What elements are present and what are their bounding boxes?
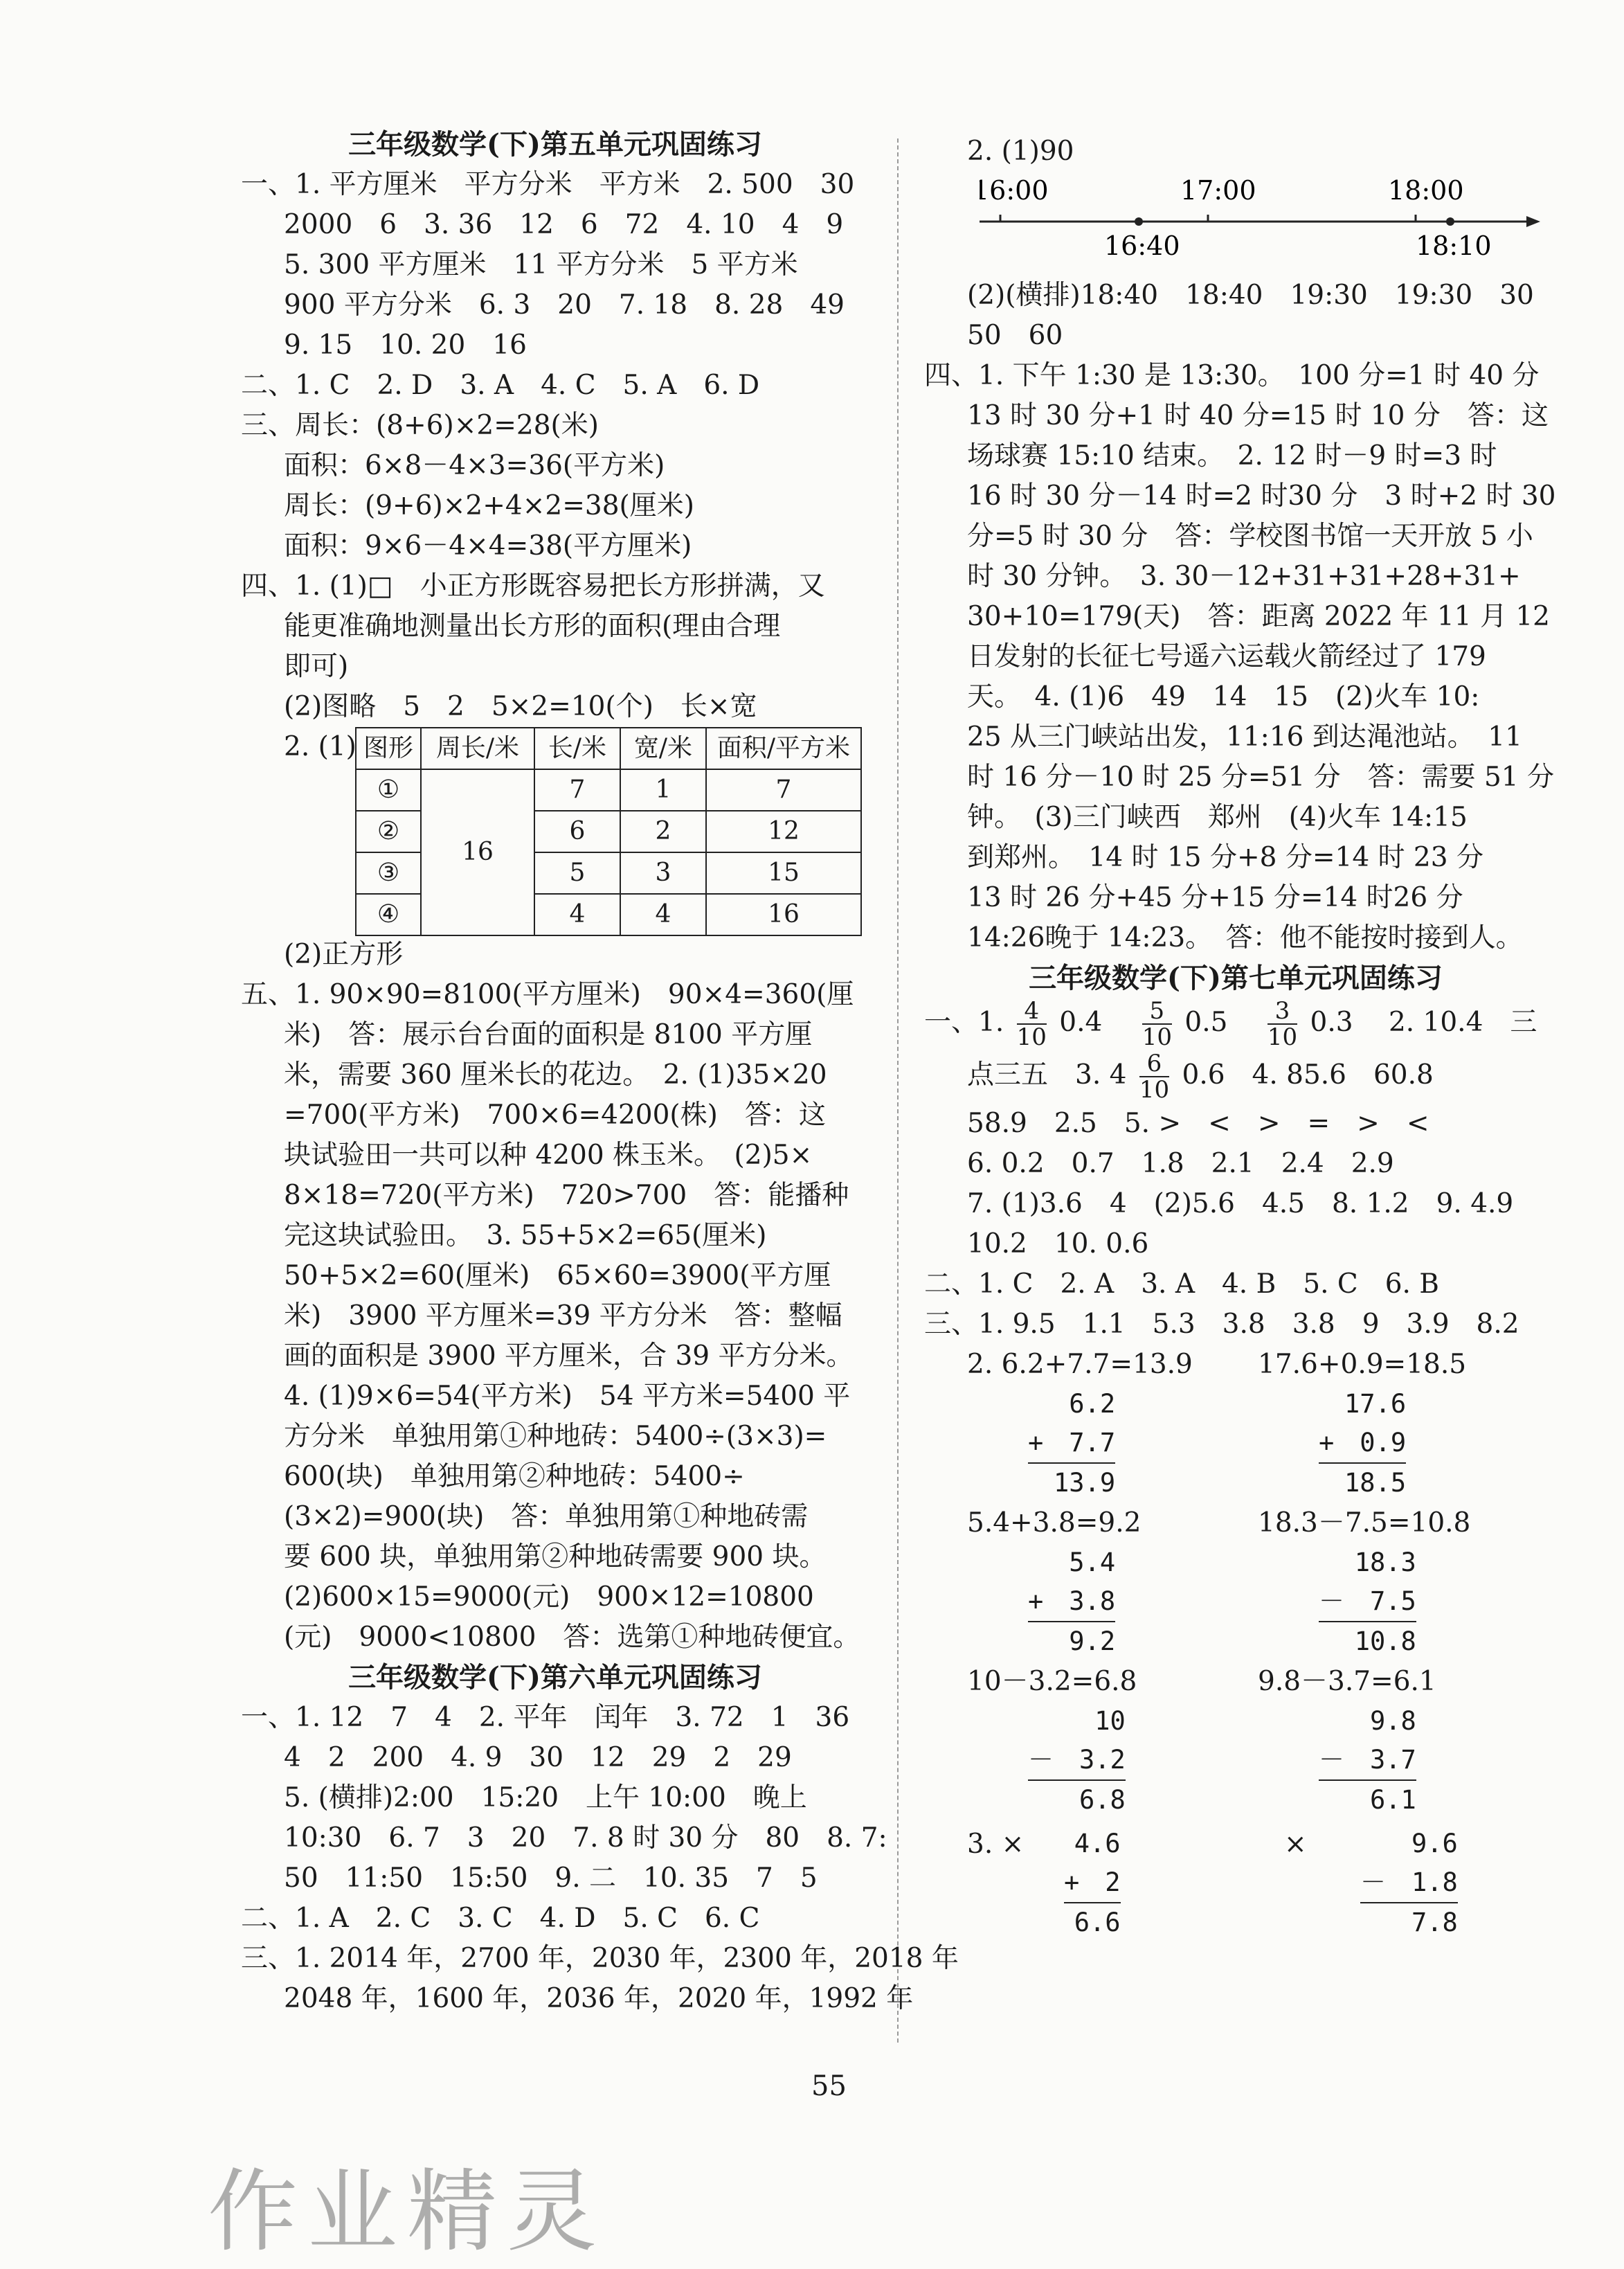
calc-operand: 3.2 (1079, 1745, 1126, 1775)
answer-line: 50 11:50 15:50 9. 二 10. 35 7 5 (284, 1863, 818, 1894)
answer-line: 二、1. C 2. D 3. A 4. C 5. A 6. D (241, 370, 760, 401)
table-cell-perimeter: 16 (421, 769, 534, 935)
table-cell: 1 (620, 769, 706, 811)
column-divider (897, 138, 899, 2043)
calc-operator: + (1064, 1867, 1080, 1897)
answer-line: 钟。 (3)三门峡西 郑州 (4)火车 14:15 (967, 802, 1468, 833)
denominator: 10 (1267, 1023, 1298, 1051)
answer-line: 二、1. C 2. A 3. A 4. B 5. C 6. B (924, 1268, 1439, 1300)
point-marker (1135, 217, 1143, 226)
answer-line: 面积：6×8－4×3=36(平方米) (284, 450, 665, 481)
calc-operand: 1.8 (1411, 1867, 1458, 1897)
denominator: 10 (1142, 1023, 1172, 1051)
numerator: 5 (1142, 998, 1172, 1025)
answer-line: 三、1. 2014 年，2700 年，2030 年，2300 年，2018 年 (241, 1943, 959, 1974)
calc-operand: 10 (1094, 1706, 1126, 1736)
answer-line: 13 时 26 分+45 分+15 分=14 时26 分 (967, 882, 1463, 913)
right-column (924, 132, 1556, 1942)
answer-line: 面积：9×6－4×4=38(平方厘米) (284, 530, 692, 562)
calc-result: 6.1 (1319, 1779, 1416, 1820)
calc-operator: － (1028, 1745, 1054, 1775)
table-cell: 2 (620, 811, 706, 852)
q3-item (1215, 1824, 1506, 1942)
calc-operand: 7.7 (1069, 1428, 1116, 1458)
table-cell: ④ (356, 894, 421, 935)
timeline-arrow-icon (1526, 216, 1540, 227)
answer-line: 米) 答：展示台台面的面积是 8100 平方厘 (284, 1019, 813, 1050)
answer-line: 时 30 分钟。 3. 30－12+31+31+28+31+ (967, 561, 1521, 592)
calc-operand-op (1028, 1582, 1115, 1621)
table-header: 周长/米 (421, 728, 534, 769)
answer-line: 天。 4. (1)6 49 14 15 (2)火车 10: (967, 681, 1480, 712)
calc-cell (924, 1543, 1215, 1662)
answer-line: 5. 300 平方厘米 11 平方分米 5 平方米 (284, 249, 798, 280)
answer-line: 到郑州。 14 时 15 分+8 分=14 时 23 分 (967, 842, 1483, 873)
unit6-title: 三年级数学(下)第六单元巩固练习 (348, 1661, 762, 1694)
answer-line: 画的面积是 3900 平方厘米，合 39 平方分米。 (284, 1340, 854, 1372)
calc-operand: 3.7 (1370, 1745, 1416, 1775)
unit5-answers (241, 165, 869, 727)
calc-result: 6.6 (1064, 1902, 1121, 1942)
calc-result: 10.8 (1319, 1621, 1416, 1661)
q1-suffix: 2. 10.4 三 (1388, 1007, 1537, 1038)
fraction (1017, 998, 1047, 1050)
calc-equation: 9.8－3.7=6.1 (1258, 1666, 1436, 1697)
calc-equation-row (924, 1345, 1547, 1385)
table-cell: ① (356, 769, 421, 811)
calc-operand-op (1064, 1863, 1121, 1902)
vertical-calc (1028, 1543, 1115, 1661)
answer-line: 二、1. A 2. C 3. C 4. D 5. C 6. C (241, 1903, 760, 1934)
calc-result: 9.2 (1028, 1621, 1115, 1661)
answer-line: 10.2 10. 0.6 (967, 1228, 1149, 1259)
calc-operand-op (1319, 1582, 1416, 1621)
answer-line: 14:26晚于 14:23。 答：他不能按时接到人。 (967, 922, 1523, 953)
unit7-line2 (924, 1051, 1547, 1104)
answer-line: 分=5 时 30 分 答：学校图书馆一天开放 5 小 (967, 521, 1533, 552)
vertical-calc (1319, 1543, 1416, 1661)
calc-operand: 3.8 (1069, 1586, 1116, 1616)
answer-line: 25 从三门峡站出发，11:16 到达渑池站。 11 (967, 721, 1522, 753)
answer-line: 四、1. (1)□ 小正方形既容易把长方形拼满，又 (241, 571, 825, 602)
vertical-calc (1319, 1702, 1416, 1820)
answer-line: 5. (横排)2:00 15:20 上午 10:00 晚上 (284, 1782, 807, 1813)
calc-operand: 18.3 (1354, 1548, 1416, 1577)
calc-block-row (924, 1543, 1547, 1662)
calc-operand: 5.4 (1069, 1548, 1116, 1577)
q3-label: 3. × (967, 1829, 1025, 1860)
calc-operand: 2 (1105, 1867, 1121, 1897)
calc-operand: 6.2 (1069, 1389, 1116, 1419)
unit7-answers (924, 1104, 1547, 1345)
calc-result: 7.8 (1360, 1902, 1458, 1942)
answer-line: (2)600×15=9000(元) 900×12=10800 (284, 1581, 814, 1613)
unit5-title: 三年级数学(下)第五单元巩固练习 (348, 128, 762, 161)
tick-label: 18:00 (1388, 175, 1464, 206)
calc-operand-op (1319, 1741, 1416, 1779)
calc-cell (1215, 1702, 1506, 1820)
page-number: 55 (811, 2070, 847, 2102)
calc-result: 6.8 (1028, 1779, 1126, 1820)
answer-line: 要 600 块，单独用第②种地砖需要 900 块。 (284, 1541, 827, 1572)
answer-line: 三、周长：(8+6)×2=28(米) (241, 410, 599, 441)
table-cell: 7 (706, 769, 861, 811)
watermark-logo: 作业精灵 (208, 2159, 607, 2264)
calc-result: 13.9 (1028, 1462, 1115, 1503)
numerator: 4 (1017, 998, 1047, 1025)
table-cell: 3 (620, 852, 706, 894)
vertical-calculations (924, 1345, 1547, 1820)
unit7-q1-line (924, 998, 1547, 1051)
denominator: 10 (1016, 1023, 1047, 1051)
calc-operator: － (1360, 1867, 1386, 1897)
answer-line: 2000 6 3. 36 12 6 72 4. 10 4 9 (284, 209, 844, 240)
answer-line: 4. (1)9×6=54(平方米) 54 平方米=5400 平 (284, 1381, 851, 1412)
table-label: 2. (1) (284, 731, 357, 762)
table-cell: 15 (706, 852, 861, 894)
calc-operand: 17.6 (1344, 1389, 1407, 1419)
timeline (980, 172, 1547, 276)
calc-equation: 2. 6.2+7.7=13.9 (967, 1349, 1193, 1380)
calc-cell (1215, 1385, 1506, 1503)
vertical-calc (1028, 1702, 1126, 1820)
calc-operator: － (1319, 1745, 1344, 1775)
table-cell: ② (356, 811, 421, 852)
answer-line: 6. 0.2 0.7 1.8 2.1 2.4 2.9 (967, 1148, 1394, 1179)
shape-table-block (241, 727, 869, 935)
table-cell: 6 (534, 811, 620, 852)
calc-equation-row (924, 1503, 1547, 1543)
calc-block-row (924, 1385, 1547, 1503)
calc-operator: － (1319, 1586, 1344, 1616)
calc-equation: 10－3.2=6.8 (967, 1666, 1137, 1697)
calc-operand: 7.5 (1370, 1586, 1416, 1616)
answer-line: 三、1. 9.5 1.1 5.3 3.8 3.8 9 3.9 8.2 (924, 1309, 1519, 1340)
calc-operator: + (1028, 1428, 1044, 1458)
answer-line: 四、1. 下午 1:30 是 13:30。 100 分=1 时 40 分 (924, 360, 1540, 391)
unit7-title: 三年级数学(下)第七单元巩固练习 (1029, 962, 1443, 994)
calc-block-row (924, 1702, 1547, 1820)
calc-operator: + (1319, 1428, 1335, 1458)
answer-line: 米) 3900 平方厘米=39 平方分米 答：整幅 (284, 1300, 842, 1331)
fraction (1142, 998, 1172, 1050)
answer-line: 4 2 200 4. 9 30 12 29 2 29 (284, 1742, 792, 1773)
timeline-svg (980, 172, 1547, 276)
table-header: 图形 (356, 728, 421, 769)
unit5-answers-continued (241, 935, 869, 1658)
table-cell: 16 (706, 894, 861, 935)
answer-line: 2. (1)90 (967, 136, 1074, 167)
answer-line: 30+10=179(天) 答：距离 2022 年 11 月 12 (967, 601, 1550, 632)
answer-line: 50 60 (967, 320, 1063, 351)
answer-line: 一、1. 12 7 4 2. 平年 闰年 3. 72 1 36 (241, 1702, 850, 1733)
answer-line: 能更准确地测量出长方形的面积(理由合理 (284, 611, 781, 642)
answer-line: (3×2)=900(块) 答：单独用第①种地砖需 (284, 1501, 809, 1532)
table-cell: ③ (356, 852, 421, 894)
answer-line: 五、1. 90×90=8100(平方厘米) 90×4=360(厘 (241, 979, 854, 1010)
answer-line: 一、1. 平方厘米 平方分米 平方米 2. 500 30 (241, 169, 855, 200)
calc-operator: + (1028, 1586, 1044, 1616)
numerator: 3 (1267, 998, 1297, 1025)
decimal: 0.5 (1184, 1007, 1228, 1038)
fraction (1267, 998, 1297, 1050)
answer-line: 米，需要 360 厘米长的花边。 2. (1)35×20 (284, 1059, 827, 1091)
left-column (241, 125, 959, 2019)
calc-operand: 4.6 (1074, 1829, 1121, 1858)
calc-operand: 9.8 (1370, 1706, 1416, 1736)
table-cell: 12 (706, 811, 861, 852)
calc-operand: 9.6 (1411, 1829, 1458, 1858)
answer-line: 7. (1)3.6 4 (2)5.6 4.5 8. 1.2 9. 4.9 (967, 1188, 1514, 1219)
calc-cell (1215, 1543, 1506, 1662)
vertical-calc (1028, 1385, 1115, 1503)
calc-cell (924, 1702, 1215, 1820)
answer-line: 600(块) 单独用第②种地砖：5400÷ (284, 1461, 745, 1492)
calc-equation: 18.3－7.5=10.8 (1258, 1507, 1471, 1539)
calc-result: 18.5 (1319, 1462, 1406, 1503)
point-label: 16:40 (1104, 231, 1180, 261)
line2-part: 点三五 3. 4 (967, 1059, 1127, 1091)
answer-line: 时 16 分－10 时 25 分=51 分 答：需要 51 分 (967, 762, 1554, 793)
point-label: 18:10 (1416, 231, 1492, 261)
answer-line: 完这块试验田。 3. 55+5×2=65(厘米) (284, 1220, 767, 1251)
calc-operand-op (1319, 1424, 1406, 1462)
calc-operand-op (1028, 1741, 1126, 1779)
shape-table (355, 727, 862, 936)
q3-mark: × (1284, 1829, 1307, 1860)
answer-line: (2)正方形 (284, 939, 404, 970)
table-cell: 7 (534, 769, 620, 811)
q3-item (924, 1824, 1215, 1942)
answer-line: (元) 9000<10800 答：选第①种地砖便宜。 (284, 1622, 860, 1653)
answer-line: 13 时 30 分+1 时 40 分=15 时 10 分 答：这 (967, 400, 1549, 431)
answer-line: 即可) (284, 651, 349, 682)
answer-line: 8×18=720(平方米) 720>700 答：能播种 (284, 1180, 849, 1211)
calc-equation-row (924, 1662, 1547, 1702)
table-header: 宽/米 (620, 728, 706, 769)
calc-operand: 0.9 (1360, 1428, 1407, 1458)
vertical-calc (1319, 1385, 1406, 1503)
q3-row (924, 1824, 1547, 1942)
calc-operand-op (1360, 1863, 1458, 1902)
answer-line: 16 时 30 分－14 时=2 时30 分 3 时+2 时 30 (967, 481, 1556, 512)
unit6-answers-right (924, 276, 1556, 958)
table-header: 长/米 (534, 728, 620, 769)
answer-line: 10:30 6. 7 3 20 7. 8 时 30 分 80 8. 7: (284, 1822, 887, 1854)
calc-operand-op (1028, 1424, 1115, 1462)
vertical-calc (1064, 1824, 1121, 1942)
table-cell: 4 (620, 894, 706, 935)
denominator: 10 (1139, 1076, 1170, 1104)
decimal: 0.3 (1310, 1007, 1353, 1038)
answer-line: 日发射的长征七号遥六运载火箭经过了 179 (967, 641, 1486, 672)
answer-line: 58.9 2.5 5. > < > = > < (967, 1108, 1429, 1139)
calc-equation: 17.6+0.9=18.5 (1258, 1349, 1467, 1380)
fraction (1139, 1051, 1169, 1102)
answer-line: 900 平方分米 6. 3 20 7. 18 8. 28 49 (284, 289, 845, 321)
calc-equation: 5.4+3.8=9.2 (967, 1507, 1142, 1539)
answer-line: 周长：(9+6)×2+4×2=38(厘米) (284, 490, 694, 521)
answer-line: 场球赛 15:10 结束。 2. 12 时－9 时=3 时 (967, 440, 1497, 472)
answer-line: 50+5×2=60(厘米) 65×60=3900(平方厘 (284, 1260, 831, 1291)
answer-line: 方分米 单独用第①种地砖：5400÷(3×3)= (284, 1421, 827, 1452)
line2-part: 0.6 4. 85.6 60.8 (1182, 1059, 1434, 1091)
answer-line: 块试验田一共可以种 4200 株玉米。 (2)5× (284, 1140, 813, 1171)
decimal: 0.4 (1059, 1007, 1103, 1038)
answer-line: =700(平方米) 700×6=4200(株) 答：这 (284, 1100, 826, 1131)
numerator: 6 (1139, 1051, 1169, 1077)
answer-line: (2)(横排)18:40 18:40 19:30 19:30 30 (967, 280, 1534, 311)
tick-label: 17:00 (1180, 175, 1256, 206)
table-cell: 4 (534, 894, 620, 935)
tick-label: 16:00 (980, 175, 1049, 206)
answer-line: (2)图略 5 2 5×2=10(个) 长×宽 (284, 691, 757, 722)
point-marker (1446, 217, 1454, 226)
calc-cell (924, 1385, 1215, 1503)
answer-line: 2048 年，1600 年，2036 年，2020 年，1992 年 (284, 1983, 914, 2014)
answer-line: 9. 15 10. 20 16 (284, 330, 527, 361)
table-header: 面积/平方米 (706, 728, 861, 769)
table-cell: 5 (534, 852, 620, 894)
unit6-answers (241, 1698, 959, 2019)
vertical-calc (1360, 1824, 1458, 1942)
q1-prefix: 一、1. (924, 1007, 1004, 1038)
